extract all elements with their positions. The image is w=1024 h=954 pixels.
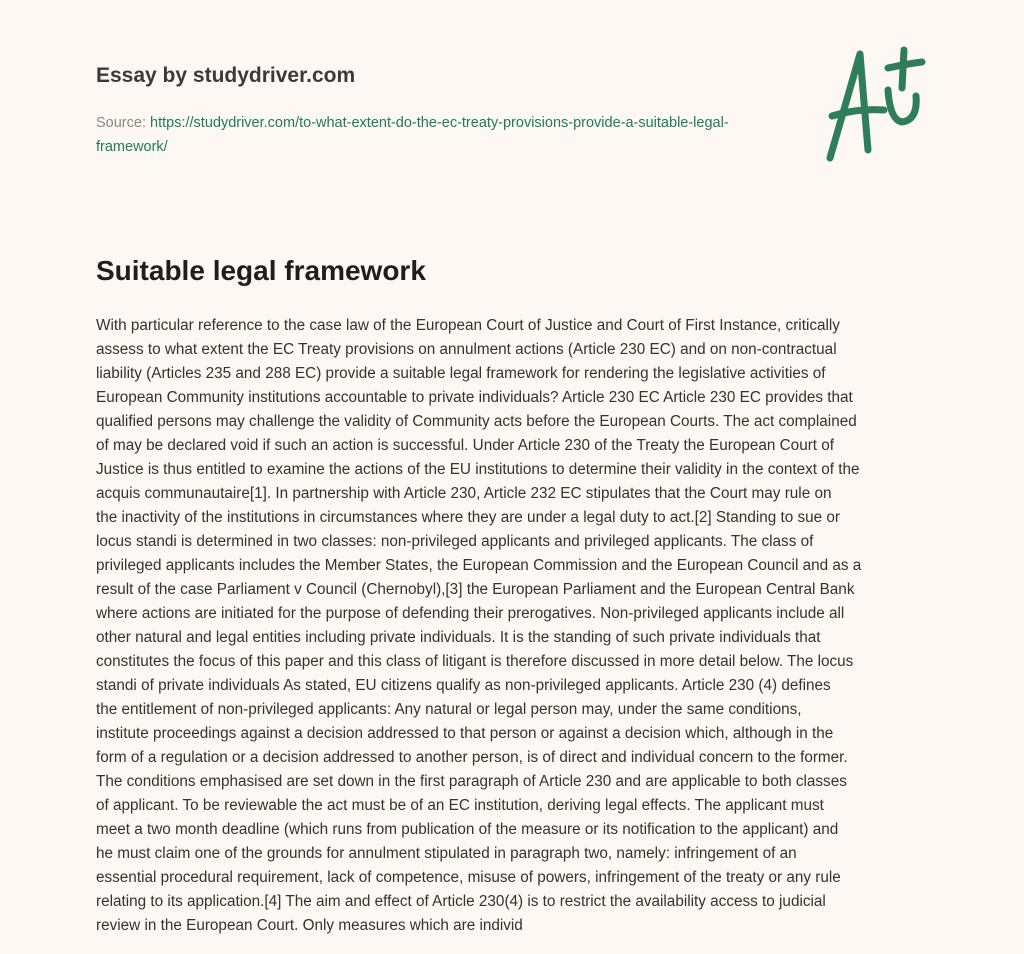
essay-line: meet a two month deadline (which runs from publication of the measure or its notification to the applicant) and: [96, 821, 839, 838]
essay-line: locus standi is determined in two classes: non-privileged applicants and privileged applicants. The class of: [96, 533, 814, 550]
source-label: Source:: [96, 115, 146, 131]
essay-line: acquis communautaire[1]. In partnership with Article 230, Article 232 EC stipulates that the Court may rule on: [96, 485, 832, 502]
essay-line: result of the case Parliament v Council (Chernobyl),[3] the European Parliament and the European Central Bank: [96, 581, 855, 598]
essay-line: the entitlement of non-privileged applicants: Any natural or legal person may, under the same conditions,: [96, 701, 802, 718]
source-line: [96, 111, 756, 159]
a-plus-logo-icon: [818, 40, 928, 165]
essay-line: he must claim one of the grounds for annulment stipulated in paragraph two, namely: infringement of an: [96, 845, 797, 862]
essay-line: the inactivity of the institutions in circumstances where they are under a legal duty to act.[2] Standing to sue or: [96, 509, 841, 526]
essay-line: qualified persons may challenge the validity of Community acts before the European Courts. The act complained: [96, 413, 857, 430]
essay-line: essential procedural requirement, lack of competence, misuse of powers, infringement of the treaty or any rule: [96, 869, 841, 886]
essay-line: The conditions emphasised are set down in the first paragraph of Article 230 and are applicable to both classes: [96, 773, 847, 790]
essay-line: form of a regulation or a decision addressed to another person, is of direct and individual concern to the former.: [96, 749, 848, 766]
essay-line: Justice is thus entitled to examine the actions of the EU institutions to determine their validity in the context of the: [96, 461, 860, 478]
essay-line: of applicant. To be reviewable the act must be of an EC institution, deriving legal effects. The applicant must: [96, 797, 824, 814]
essay-line: of may be declared void if such an action is successful. Under Article 230 of the Treaty the European Court of: [96, 437, 835, 454]
essay-line: liability (Articles 235 and 288 EC) provide a suitable legal framework for rendering the legislative activities of: [96, 365, 826, 382]
essay-line: assess to what extent the EC Treaty provisions on annulment actions (Article 230 EC) and on non-contractual: [96, 341, 837, 358]
essay-line: constitutes the focus of this paper and this class of litigant is therefore discussed in more detail below. The locus: [96, 653, 854, 670]
essay-line: institute proceedings against a decision addressed to that person or against a decision which, although in the: [96, 725, 834, 742]
essay-line: European Community institutions accountable to private individuals? Article 230 EC Article 230 EC provides that: [96, 389, 853, 406]
essay-line: review in the European Court. Only measures which are individ: [96, 917, 523, 934]
site-title: Essay by studydriver.com: [96, 64, 356, 87]
essay-line: standi of private individuals As stated, EU citizens qualify as non-privileged applicants. Article 230 (4) defines: [96, 677, 831, 694]
source-link[interactable]: https://studydriver.com/to-what-extent-do-the-ec-treaty-provisions-provide-a-suitable-legal-framework/: [96, 115, 729, 155]
page-title: Suitable legal framework: [96, 255, 426, 286]
essay-line: other natural and legal entities including private individuals. It is the standing of such private individuals that: [96, 629, 821, 646]
essay-body: [96, 314, 861, 938]
essay-line: relating to its application.[4] The aim and effect of Article 230(4) is to restrict the availability access to judicial: [96, 893, 826, 910]
essay-line: With particular reference to the case law of the European Court of Justice and Court of First Instance, critically: [96, 317, 840, 334]
essay-line: privileged applicants includes the Member States, the European Commission and the European Council and as a: [96, 557, 862, 574]
essay-line: where actions are initiated for the purpose of defending their prerogatives. Non-privileged applicants include all: [96, 605, 845, 622]
